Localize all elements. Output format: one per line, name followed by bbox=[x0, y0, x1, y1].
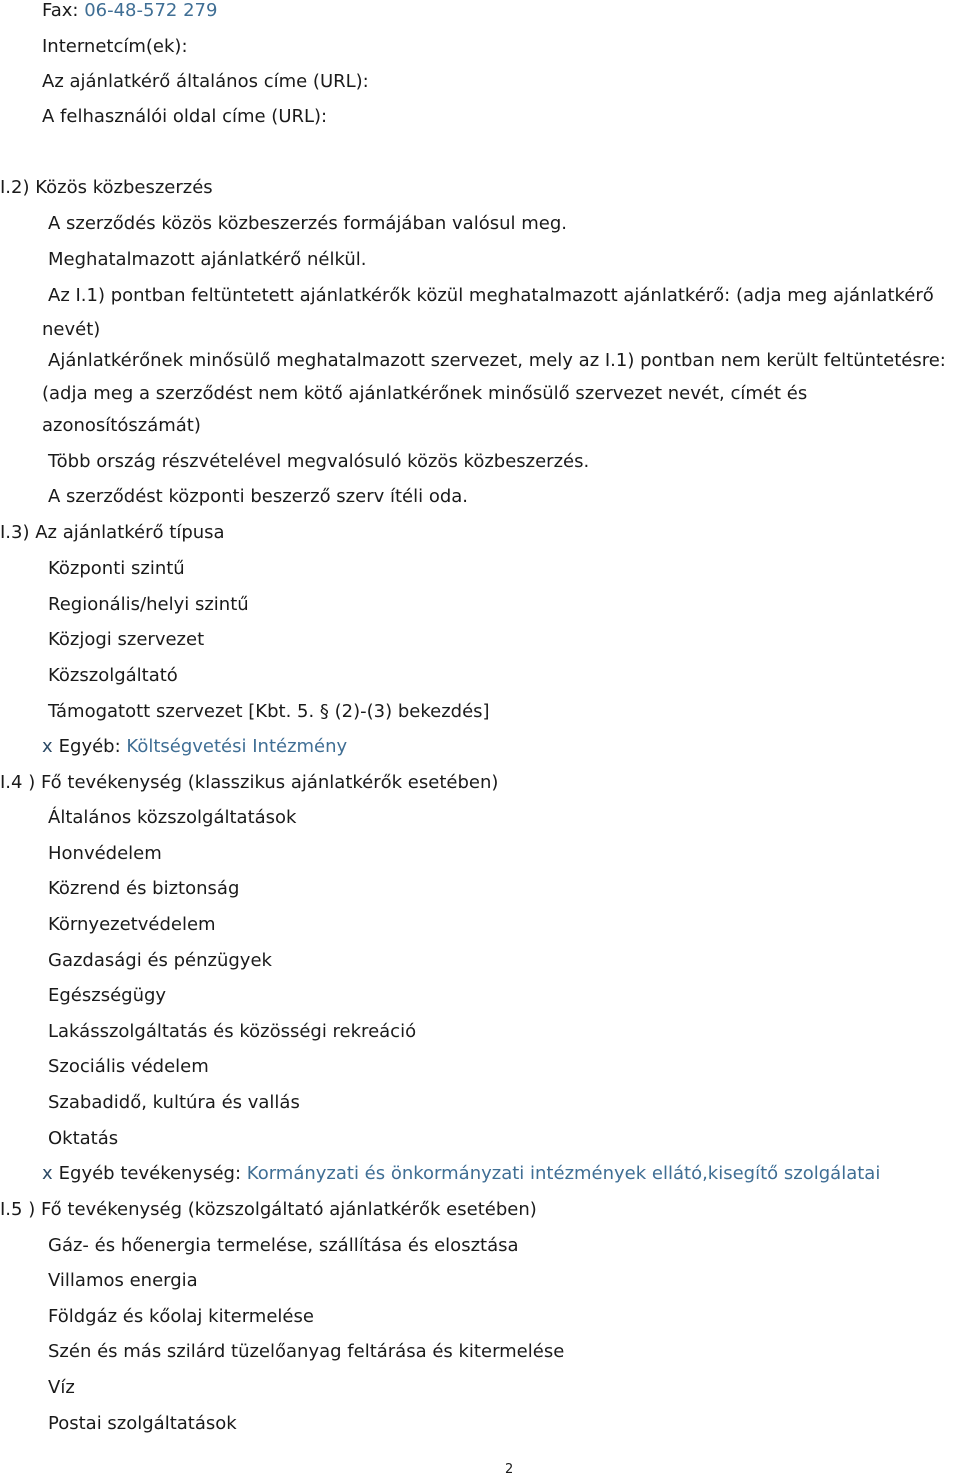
general-url-label: Az ajánlatkérő általános címe (URL): bbox=[42, 71, 369, 92]
joint-procurement-heading: I.2) Közös közbeszerzés bbox=[0, 177, 213, 198]
activity-item: Gazdasági és pénzügyek bbox=[48, 950, 272, 971]
buyer-profile-label: A felhasználói oldal címe (URL): bbox=[42, 106, 328, 127]
activity-item: Oktatás bbox=[48, 1128, 119, 1149]
joint-line-6: A szerződést központi beszerző szerv ítéli oda. bbox=[48, 486, 469, 507]
type-other-line bbox=[42, 736, 347, 758]
internet-label: Internetcím(ek): bbox=[42, 36, 188, 57]
fax-line bbox=[42, 0, 217, 22]
joint-line-1: A szerződés közös közbeszerzés formájában valósul meg. bbox=[48, 213, 567, 234]
fax-label: Fax: bbox=[42, 0, 79, 21]
type-other-value: Költségvetési Intézmény bbox=[126, 736, 348, 757]
utility-item: Gáz- és hőenergia termelése, szállítása és elosztása bbox=[48, 1235, 519, 1256]
activity-item: Környezetvédelem bbox=[48, 914, 216, 935]
type-item: Támogatott szervezet [Kbt. 5. § (2)-(3) bekezdés] bbox=[48, 701, 490, 722]
type-item: Központi szintű bbox=[48, 558, 185, 579]
utility-heading: I.5 ) Fő tevékenység (közszolgáltató ajánlatkérők esetében) bbox=[0, 1199, 537, 1220]
activity-item: Egészségügy bbox=[48, 985, 167, 1006]
utility-item: Víz bbox=[48, 1377, 75, 1398]
activity-item: Honvédelem bbox=[48, 843, 162, 864]
activity-item: Közrend és biztonság bbox=[48, 878, 240, 899]
activity-other-label: Egyéb tevékenység: bbox=[58, 1163, 242, 1184]
activity-other-line bbox=[42, 1163, 880, 1185]
utility-item: Földgáz és kőolaj kitermelése bbox=[48, 1306, 314, 1327]
activity-item: Lakásszolgáltatás és közösségi rekreáció bbox=[48, 1021, 417, 1042]
utility-item: Villamos energia bbox=[48, 1270, 198, 1291]
joint-line-4a: Ajánlatkérőnek minősülő meghatalmazott szervezet, mely az I.1) pontban nem került feltüntetésre: bbox=[48, 350, 946, 371]
checked-mark: x bbox=[42, 1163, 53, 1184]
activity-heading: I.4 ) Fő tevékenység (klasszikus ajánlatkérők esetében) bbox=[0, 772, 499, 793]
type-item: Közjogi szervezet bbox=[48, 629, 205, 650]
utility-item: Postai szolgáltatások bbox=[48, 1413, 237, 1434]
activity-item: Szabadidő, kultúra és vallás bbox=[48, 1092, 300, 1113]
type-item: Regionális/helyi szintű bbox=[48, 594, 249, 615]
activity-item: Általános közszolgáltatások bbox=[48, 807, 297, 828]
page-number: 2 bbox=[505, 1462, 514, 1477]
joint-line-3b: nevét) bbox=[42, 319, 101, 340]
joint-line-2: Meghatalmazott ajánlatkérő nélkül. bbox=[48, 249, 367, 270]
joint-line-4c: azonosítószámát) bbox=[42, 415, 201, 436]
type-item: Közszolgáltató bbox=[48, 665, 178, 686]
joint-line-4b: (adja meg a szerződést nem kötő ajánlatkérőnek minősülő szervezet nevét, címét és bbox=[42, 383, 808, 404]
type-heading: I.3) Az ajánlatkérő típusa bbox=[0, 522, 225, 543]
checked-mark: x bbox=[42, 736, 53, 757]
activity-other-value: Kormányzati és önkormányzati intézmények ellátó,kisegítő szolgálatai bbox=[246, 1163, 881, 1184]
fax-value: 06-48-572 279 bbox=[84, 0, 218, 21]
joint-line-5: Több ország részvételével megvalósuló közös közbeszerzés. bbox=[48, 451, 590, 472]
activity-item: Szociális védelem bbox=[48, 1056, 209, 1077]
type-other-label: Egyéb: bbox=[58, 736, 121, 757]
joint-line-3a: Az I.1) pontban feltüntetett ajánlatkérők közül meghatalmazott ajánlatkérő: (adja meg ajánlatkérő bbox=[48, 285, 934, 306]
utility-item: Szén és más szilárd tüzelőanyag feltárása és kitermelése bbox=[48, 1341, 565, 1362]
